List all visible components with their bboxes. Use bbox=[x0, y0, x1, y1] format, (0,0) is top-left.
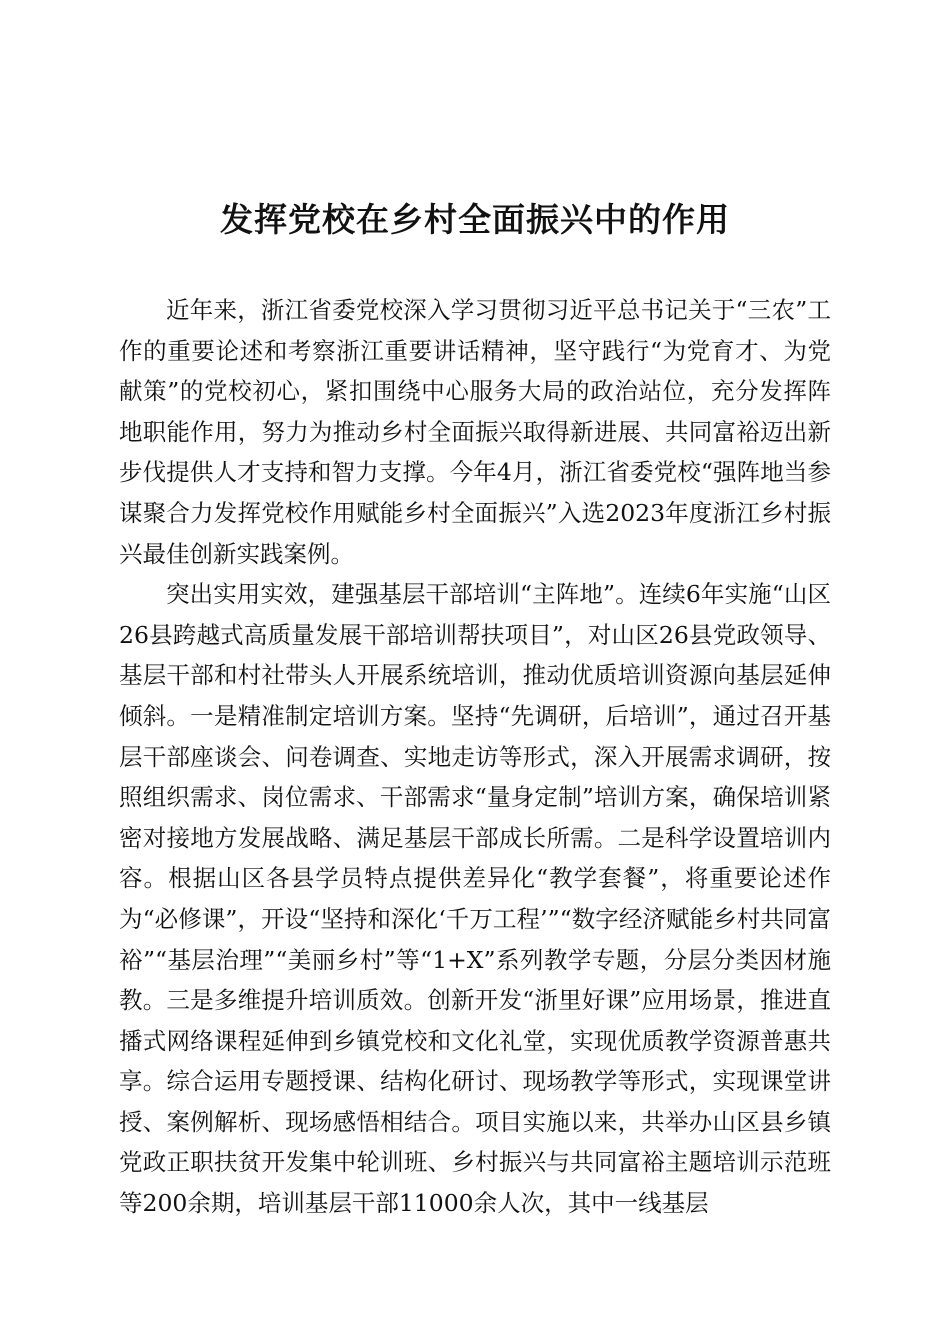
paragraph-intro: 近年来，浙江省委党校深入学习贯彻习近平总书记关于“三农”工作的重要论述和考察浙江重要讲话精神，坚守践行“为党育才、为党献策”的党校初心，紧扣围绕中心服务大局的政治站位，充分发挥阵地职能作用，努力为推动乡村全面振兴取得新进展、共同富裕迈出新步伐提供人才支持和智力支撑。今年4月，浙江省委党校“强阵地当参谋聚合力发挥党校作用赋能乡村全面振兴”入选2023年度浙江乡村振兴最佳创新实践案例。 bbox=[119, 296, 831, 568]
paragraph-training: 突出实用实效，建强基层干部培训“主阵地”。连续6年实施“山区26县跨越式高质量发展干部培训帮扶项目”，对山区26县党政领导、基层干部和村社带头人开展系统培训，推动优质培训资源向基层延伸倾斜。一是精准制定培训方案。坚持“先调研，后培训”，通过召开基层干部座谈会、问卷调查、实地走访等形式，深入开展需求调研，按照组织需求、岗位需求、干部需求“量身定制”培训方案，确保培训紧密对接地方发展战略、满足基层干部成长所需。二是科学设置培训内容。根据山区各县学员特点提供差异化“教学套餐”，将重要论述作为“必修课”，开设“坚持和深化‘千万工程’”“数字经济赋能乡村共同富裕”“基层治理”“美丽乡村”等“1+X”系列教学专题，分层分类因材施教。三是多维提升培训质效。创新开发“浙里好课”应用场景，推进直播式网络课程延伸到乡镇党校和文化礼堂，实现优质教学资源普惠共享。综合运用专题授课、结构化研讨、现场教学等形式，实现课堂讲授、案例解析、现场感悟相结合。项目实施以来，共举办山区县乡镇党政正职扶贫开发集中轮训班、乡村振兴与共同富裕主题培训示范班等200余期，培训基层干部11000余人次，其中一线基层 bbox=[119, 580, 831, 1218]
document-body bbox=[119, 290, 831, 1224]
document-title: 发挥党校在乡村全面振兴中的作用 bbox=[220, 200, 730, 239]
